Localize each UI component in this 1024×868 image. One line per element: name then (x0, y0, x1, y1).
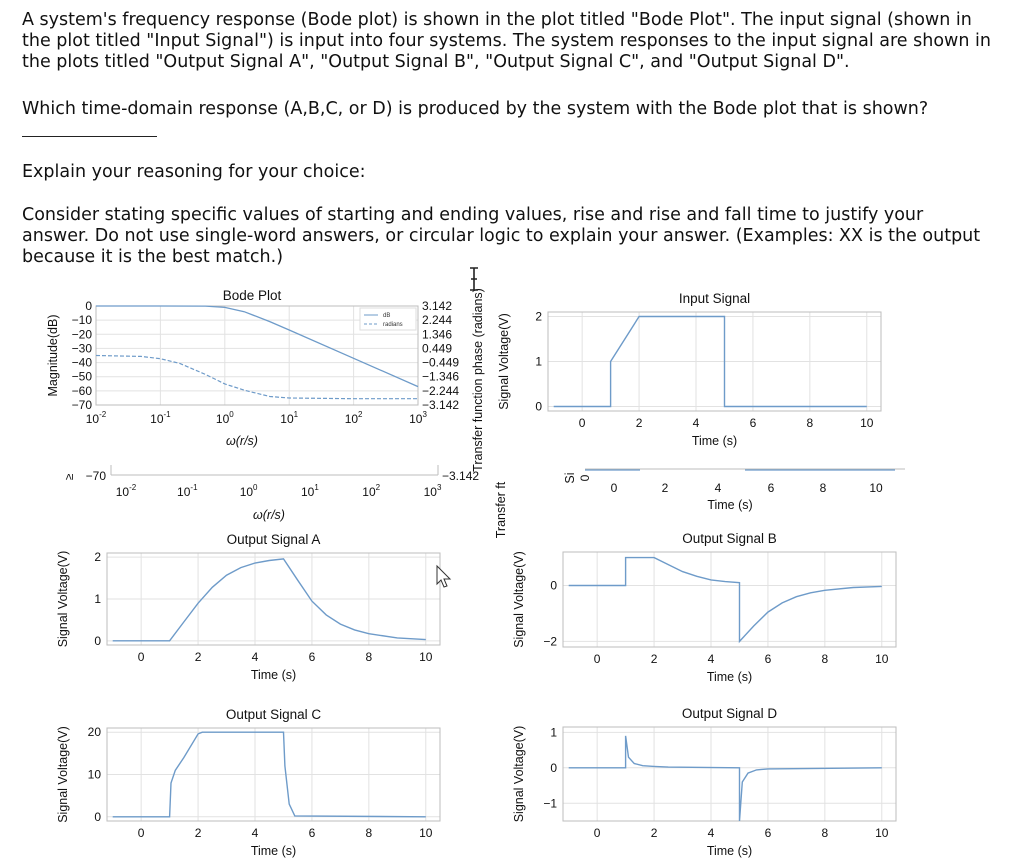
x-tick-label: $10^1$ (280, 410, 299, 426)
y-tick-label: 10 (87, 767, 101, 782)
x-tick-label: 8 (819, 481, 827, 495)
x-tick-label: 4 (251, 650, 259, 664)
x-tick-label: 2 (194, 650, 202, 664)
question-which: Which time-domain response (A,B,C, or D) is produced by the system with the Bode plot that is shown? (22, 99, 929, 119)
y2-tick-label: −3.142 (442, 469, 480, 483)
x-tick-label: $10^3$ (423, 483, 442, 499)
y-tick-label: 1 (94, 592, 101, 606)
x-tick-label: 8 (806, 416, 814, 430)
y2-tick-label: −0.449 (422, 355, 460, 370)
chart-title: Bode Plot (222, 288, 282, 303)
x-tick-exponent: 2 (358, 410, 363, 419)
x-tick-label: 0 (593, 826, 601, 840)
chart-bode-duplicate (62, 465, 508, 538)
y2-tick-label: 0.449 (422, 341, 453, 356)
y2-tick-label: 3.142 (422, 299, 453, 313)
x-axis-label: Time (s) (706, 844, 753, 858)
x-axis-label: Time (s) (706, 670, 753, 684)
x-tick-label: 8 (365, 650, 373, 664)
text-cursor-shape (470, 268, 478, 290)
x-tick-label: 6 (764, 826, 772, 840)
x-tick-label: 10 (875, 826, 889, 840)
x-tick-label: 0 (137, 826, 145, 840)
y-axis-label: Signal Voltage(V) (512, 725, 526, 823)
chart-input-duplicate (563, 469, 905, 512)
x-tick-label: $10^3$ (409, 410, 427, 426)
y-tick-label: 0 (550, 760, 557, 775)
legend (360, 308, 416, 330)
chart-title: Output Signal D (681, 706, 778, 721)
x-tick-label: 8 (821, 826, 829, 840)
y-tick-label: 0 (550, 578, 557, 593)
y-tick-label: −20 (71, 327, 92, 342)
x-tick-label: 6 (749, 416, 757, 430)
series-line (569, 558, 882, 642)
chart-title: Output Signal C (225, 707, 322, 722)
chart-title: Output Signal B (682, 531, 777, 546)
x-axis-label: Time (s) (250, 844, 297, 858)
y-tick-label: −70 (85, 469, 106, 483)
chart-title: Input Signal (678, 291, 751, 306)
y-tick-label: 1 (550, 725, 557, 740)
x-axis-label: Time (s) (691, 434, 738, 448)
y-axis-label: Si (563, 472, 577, 484)
chart-c (56, 707, 440, 858)
chart-a (56, 532, 440, 682)
x-tick-exponent: 0 (253, 483, 258, 492)
chart-b (512, 531, 896, 684)
x-axis-label: Time (s) (707, 498, 753, 512)
x-tick-label: 10 (875, 652, 889, 666)
x-tick-exponent: 1 (314, 483, 319, 492)
y-tick-label: 0 (85, 299, 92, 313)
x-tick-label: $10^1$ (300, 483, 319, 499)
y2-tick-label: −2.244 (422, 383, 460, 398)
x-tick-label: 4 (714, 481, 722, 495)
x-tick-exponent: -2 (99, 410, 107, 419)
y2-axis-label: Transfer function phase (radians) (471, 288, 485, 472)
y-tick-label: 1 (535, 354, 542, 369)
question-intro: A system's frequency response (Bode plot) is shown in the plot titled "Bode Plot". The input signal (shown in the plot titled "Input Signal") is input into four systems. The system responses to the input signal are shown in the plots titled "Output Signal A", "Output Signal B", "Output Signal C", and "Output Signal D". (22, 10, 991, 72)
x-tick-label: 10 (419, 826, 433, 840)
x-tick-label: $10^{-2}$ (85, 410, 107, 426)
legend-label: dB (383, 313, 391, 319)
y-tick-label: −50 (71, 369, 92, 384)
y2-axis-label: Transfer ft (494, 481, 508, 539)
y-tick-label: 0 (94, 809, 101, 824)
x-tick-label: 4 (707, 826, 715, 840)
x-tick-label: 10 (419, 650, 433, 664)
x-tick-exponent: -1 (190, 483, 198, 492)
chart-bode (46, 288, 485, 472)
plot-frame (563, 552, 896, 647)
y-axis-label: Signal Voltage(V) (56, 550, 70, 648)
x-tick-label: 8 (365, 826, 373, 840)
x-tick-label: 6 (308, 650, 316, 664)
x-tick-label: $10^{-2}$ (115, 483, 137, 499)
y-tick-label: 20 (87, 725, 101, 740)
y-tick-label: −2 (543, 634, 557, 649)
x-tick-label: 0 (137, 650, 145, 664)
x-tick-label: 2 (635, 416, 643, 430)
y2-tick-label: −3.142 (422, 398, 460, 412)
x-tick-label: 10 (869, 481, 883, 495)
y-tick-label: −70 (71, 398, 92, 412)
y-tick-label: 2 (94, 550, 101, 565)
x-tick-exponent: 3 (436, 483, 442, 492)
y-tick-label: 0 (578, 474, 592, 482)
x-tick-label: 2 (661, 481, 669, 495)
mouse-pointer-icon (437, 566, 450, 587)
x-tick-exponent: 2 (375, 483, 381, 492)
y2-tick-label: 1.346 (422, 327, 453, 342)
x-tick-label: $10^0$ (239, 483, 258, 499)
x-tick-label: 4 (707, 652, 715, 666)
mouse-pointer-shape (437, 566, 450, 587)
text-cursor-icon (470, 268, 478, 290)
y-axis-label: Signal Voltage(V) (512, 551, 526, 648)
series-line (569, 736, 882, 821)
x-tick-label: 2 (650, 652, 658, 666)
x-axis-label: ω(r/s) (226, 434, 258, 448)
y-tick-label: −60 (71, 383, 92, 398)
x-tick-label: 4 (251, 826, 259, 840)
x-tick-label: 10 (860, 416, 874, 430)
x-axis-label: ω(r/s) (253, 508, 285, 522)
chart-title: Output Signal A (226, 532, 321, 547)
x-tick-label: $10^2$ (344, 410, 363, 426)
x-tick-label: $10^{-1}$ (177, 483, 198, 499)
y2-tick-label: −1.346 (422, 369, 460, 384)
x-tick-label: 2 (194, 826, 202, 840)
y-axis-label: Signal Voltage(V) (56, 726, 70, 823)
y-axis-label: Magnitude(dB) (46, 314, 60, 397)
series-line (113, 559, 426, 641)
x-tick-label: $10^0$ (215, 410, 234, 426)
x-tick-label: 2 (650, 826, 658, 840)
legend-label: radians (383, 322, 403, 328)
y-tick-label: 0 (535, 399, 542, 414)
y-tick-label: 0 (94, 633, 101, 648)
y-tick-label: 2 (535, 309, 542, 324)
question-consider: Consider stating specific values of starting and ending values, rise and rise and fall time to justify your answer. Do not use single-word answers, or circular logic to explain your answer. (Examples: XX is the output because it is the best match.) (22, 205, 981, 267)
y-tick-label: −1 (543, 796, 557, 811)
x-tick-label: 6 (308, 826, 316, 840)
chart-input (497, 291, 881, 448)
x-tick-label: 0 (593, 652, 601, 666)
x-tick-label: $10^2$ (362, 483, 381, 499)
x-tick-exponent: 1 (293, 410, 299, 419)
plot-frame (563, 727, 896, 821)
question-explain: Explain your reasoning for your choice: (22, 162, 366, 182)
x-tick-exponent: 0 (229, 410, 234, 419)
x-tick-label: 0 (578, 416, 586, 430)
x-tick-exponent: -1 (163, 410, 171, 419)
x-tick-label: $10^{-1}$ (150, 410, 171, 426)
x-tick-exponent: -2 (129, 483, 137, 492)
y-axis-label: Signal Voltage(V) (497, 313, 511, 410)
x-axis-label: Time (s) (250, 668, 297, 682)
y-tick-label: −30 (71, 341, 92, 356)
x-tick-label: 4 (692, 416, 700, 430)
chart-d (512, 706, 896, 858)
x-tick-exponent: 3 (422, 410, 427, 419)
y2-tick-label: 2.244 (422, 313, 453, 328)
x-tick-label: 8 (821, 652, 829, 666)
y-axis-label-fragment: ≥ (62, 473, 76, 481)
x-tick-label: 0 (610, 481, 618, 495)
y-tick-label: −10 (71, 313, 92, 328)
y-tick-label: −40 (71, 355, 92, 370)
x-tick-label: 6 (767, 481, 775, 495)
x-tick-label: 6 (764, 652, 772, 666)
